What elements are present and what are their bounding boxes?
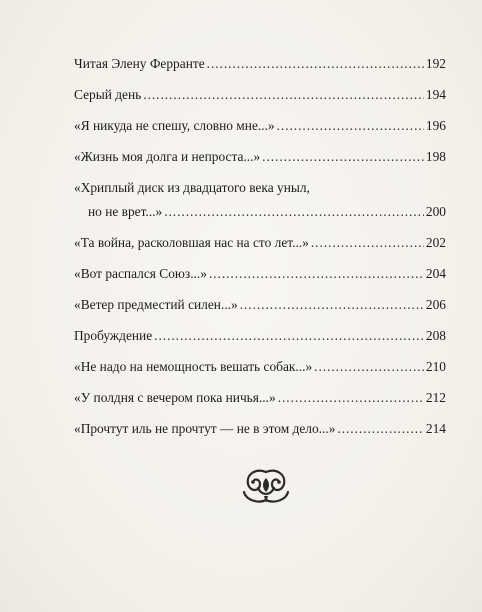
toc-page-number: 198 xyxy=(425,149,446,164)
toc-entry xyxy=(74,149,446,165)
toc-entry xyxy=(74,359,446,375)
toc-page-number: 200 xyxy=(425,204,446,219)
table-of-contents xyxy=(74,56,446,452)
toc-entry xyxy=(74,180,446,220)
toc-leader xyxy=(207,56,424,72)
toc-title: «Прочтут иль не прочтут — не в этом дело...» xyxy=(74,421,336,436)
toc-page-number: 206 xyxy=(425,297,446,312)
toc-leader xyxy=(311,235,424,251)
toc-title: «Вот распался Союз...» xyxy=(74,266,207,281)
toc-title: «Не надо на немощность вешать собак...» xyxy=(74,359,313,374)
floral-ornament-icon xyxy=(238,466,294,506)
toc-entry xyxy=(74,56,446,72)
toc-page-number: 210 xyxy=(425,359,446,374)
toc-title: Серый день xyxy=(74,87,142,102)
toc-title: но не врет...» xyxy=(88,204,163,219)
toc-leader xyxy=(209,266,424,282)
toc-title: «Жизнь моя долга и непроста...» xyxy=(74,149,261,164)
toc-title: Пробуждение xyxy=(74,328,153,343)
toc-title: «У полдня с вечером пока ничья...» xyxy=(74,390,276,405)
toc-page-number: 212 xyxy=(425,390,446,405)
toc-leader xyxy=(143,87,424,103)
toc-leader xyxy=(278,390,424,406)
toc-title: «Та война, расколовшая нас на сто лет...» xyxy=(74,235,309,250)
toc-page-number: 204 xyxy=(425,266,446,281)
toc-entry xyxy=(74,421,446,437)
toc-leader xyxy=(154,328,424,344)
toc-page-number: 208 xyxy=(425,328,446,343)
toc-entry xyxy=(74,297,446,313)
toc-entry xyxy=(74,87,446,103)
toc-entry xyxy=(74,328,446,344)
toc-entry xyxy=(74,390,446,406)
toc-leader xyxy=(164,204,424,220)
toc-leader xyxy=(240,297,424,313)
toc-entry xyxy=(74,235,446,251)
toc-leader xyxy=(262,149,424,165)
toc-title: «Ветер предместий силен...» xyxy=(74,297,238,312)
toc-page-number: 196 xyxy=(425,118,446,133)
toc-leader xyxy=(337,421,423,437)
toc-title: Читая Элену Ферранте xyxy=(74,56,205,71)
toc-leader xyxy=(277,118,424,134)
toc-page-number: 202 xyxy=(425,235,446,250)
toc-leader xyxy=(314,359,424,375)
toc-page-number: 214 xyxy=(425,421,446,436)
toc-entry xyxy=(74,266,446,282)
toc-page-number: 194 xyxy=(425,87,446,102)
toc-entry xyxy=(74,118,446,134)
toc-title: «Я никуда не спешу, словно мне...» xyxy=(74,118,275,133)
toc-title-line1: «Хриплый диск из двадцатого века уныл, xyxy=(74,180,310,195)
toc-page-number: 192 xyxy=(425,56,446,71)
